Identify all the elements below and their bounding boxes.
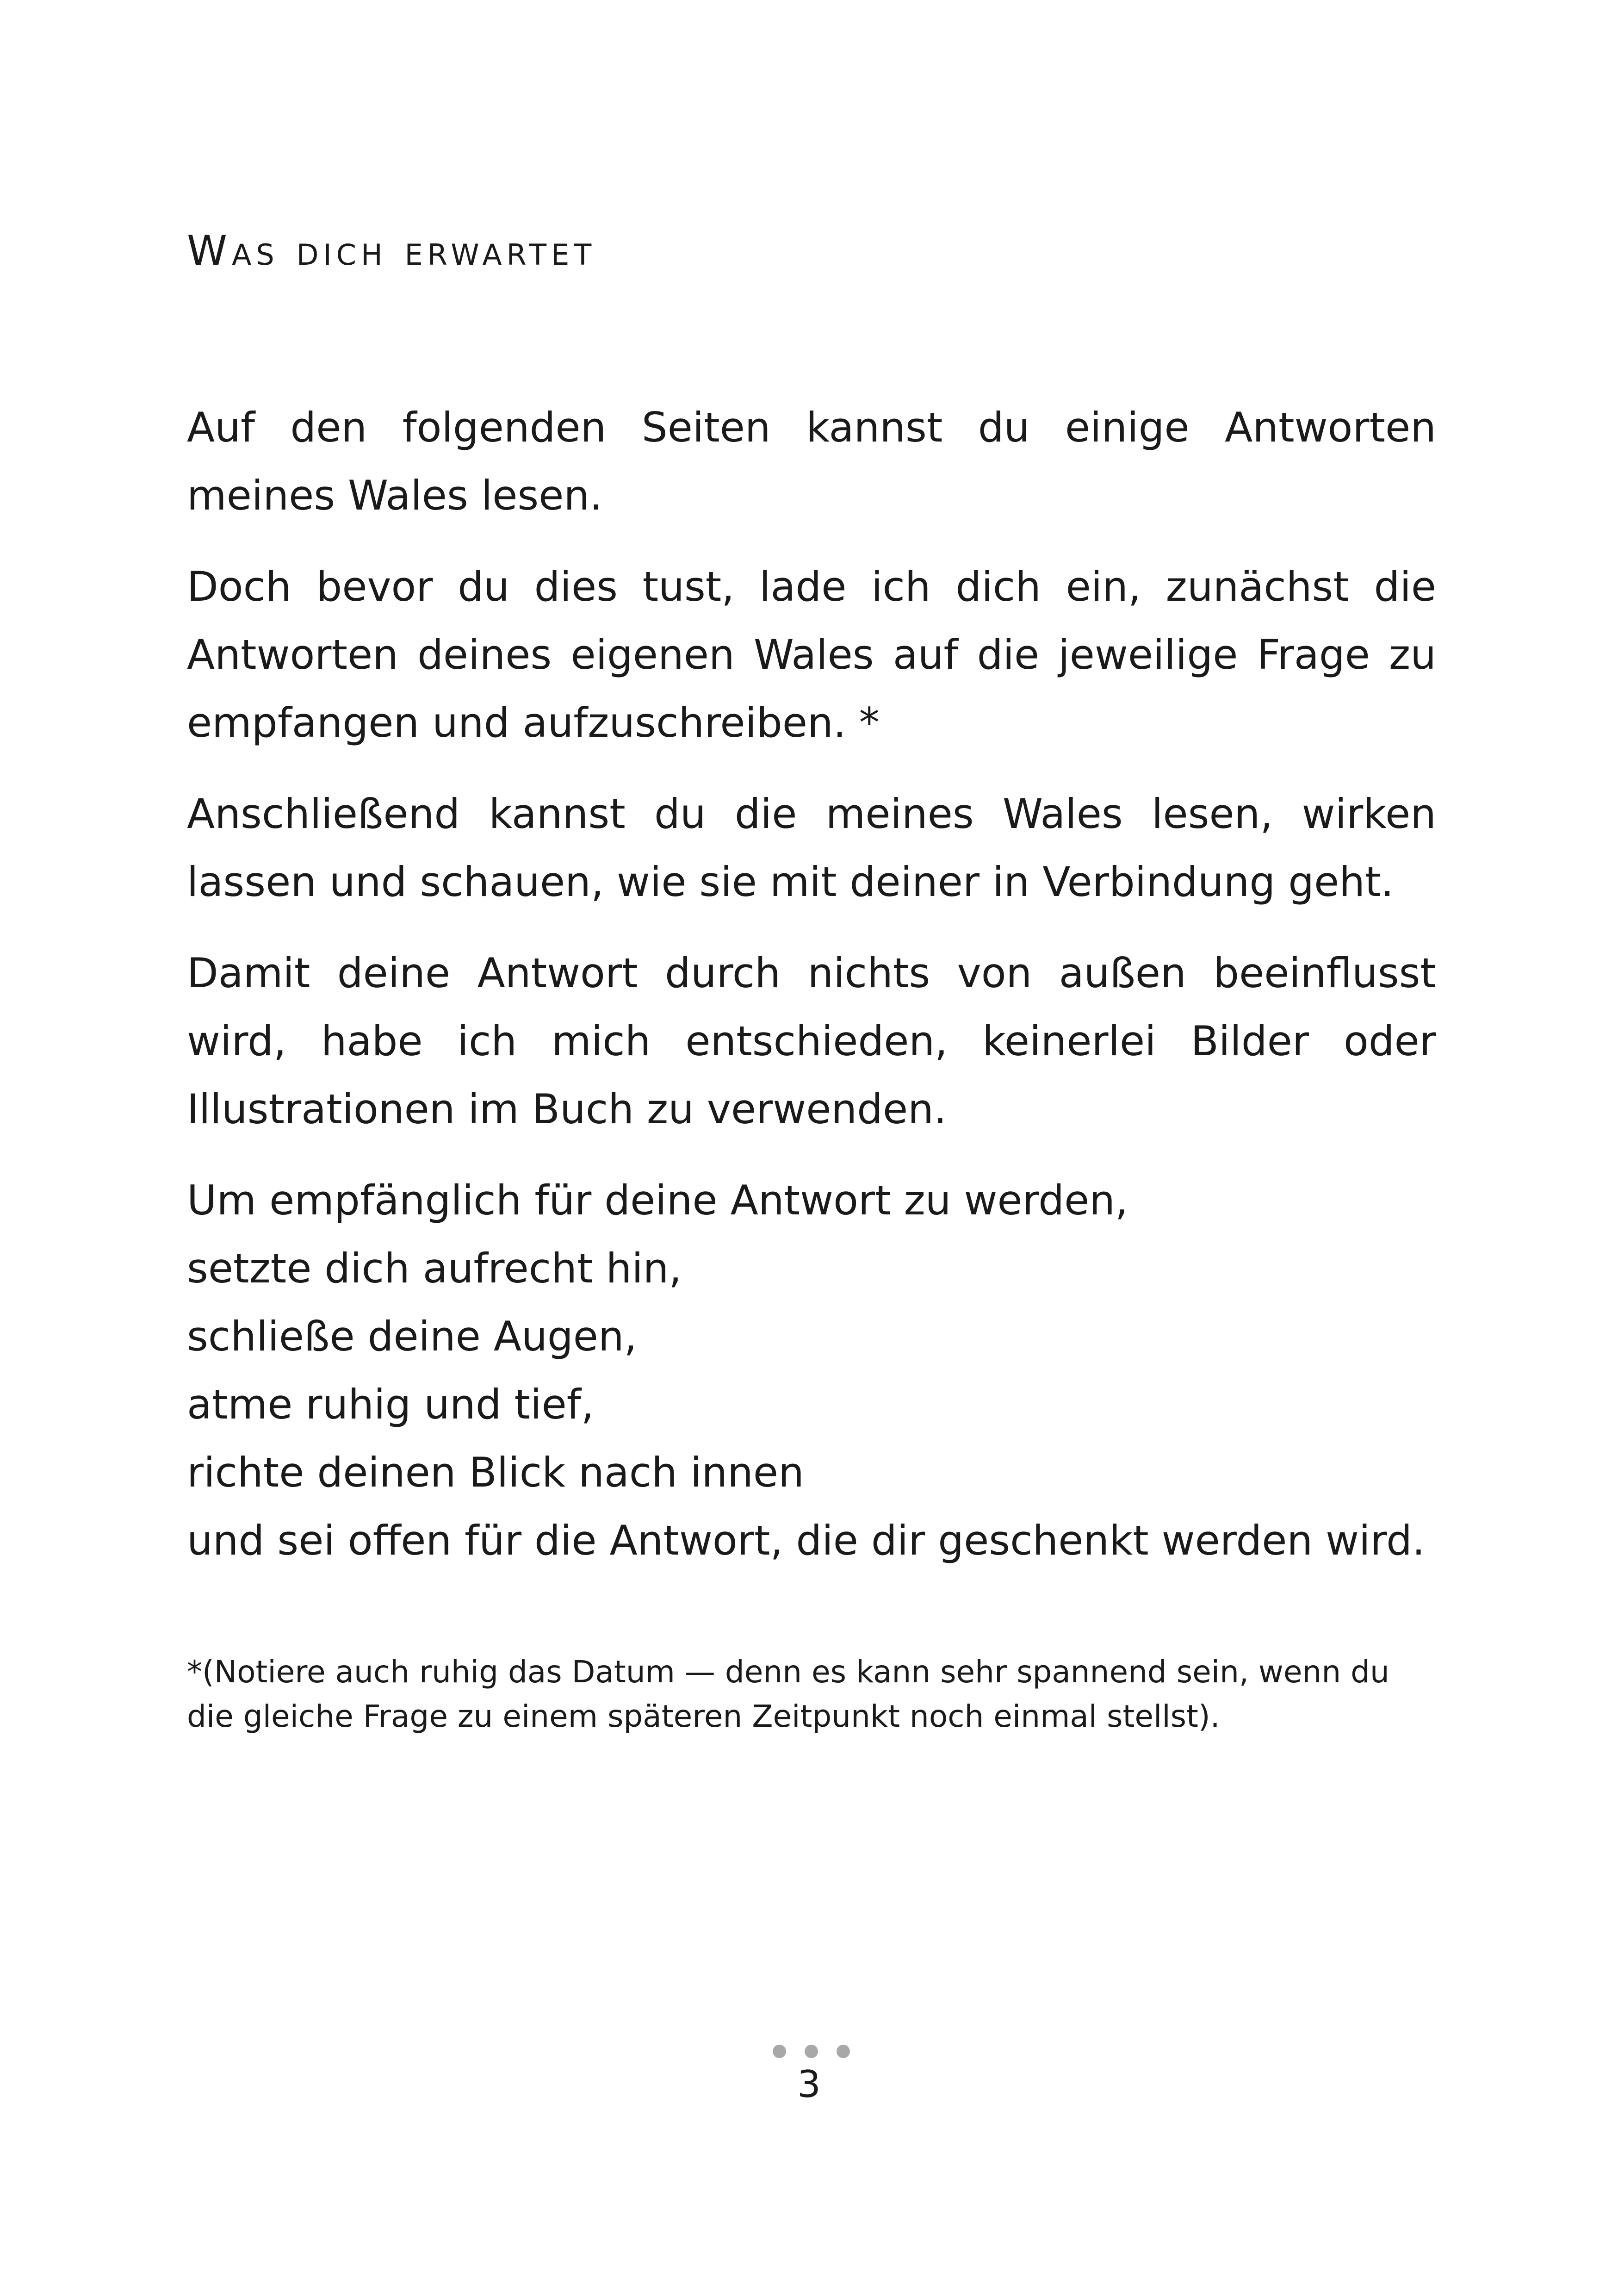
paragraph: Auf den folgenden Seiten kannst du einige Antworten meines Wales lesen. [187,404,1436,519]
poem-line: und sei offen für die Antwort, die dir geschenkt werden wird. [187,1517,1426,1564]
poem-line: atme ruhig und tief, [187,1381,594,1428]
chapter-heading: Was dich erwartet [187,227,596,274]
ornament-dot [805,2045,818,2058]
paragraph: Damit deine Antwort durch nichts von außen beeinflusst wird, habe ich mich entschieden, keinerlei Bilder oder Illustrationen im Buch zu verwenden. [187,949,1436,1133]
ornament-dot [837,2045,850,2058]
ornament-dots [5,2045,1618,2059]
paragraph: Anschließend kannst du die meines Wales lesen, wirken lassen und schauen, wie sie mit deiner in Verbindung geht. [187,790,1436,906]
poem-line: Um empfänglich für deine Antwort zu werden, [187,1176,1128,1224]
poem-line: setzte dich aufrecht hin, [187,1244,682,1292]
page-footer [0,2045,1618,2106]
poem-line: schließe deine Augen, [187,1313,637,1360]
body-text [187,393,1436,1598]
page-number: 3 [797,2063,821,2106]
instruction-poem [187,1166,1436,1574]
footnote: *(Notiere auch ruhig das Datum — denn es kann sehr spannend sein, wenn du die gleiche Frage zu einem späteren Zeitpunkt noch einmal stellst). [187,1654,1389,1734]
ornament-dot [773,2045,786,2058]
poem-line: richte deinen Blick nach innen [187,1449,804,1496]
paragraph: Doch bevor du dies tust, lade ich dich ein, zunächst die Antworten deines eigenen Wales auf die jeweilige Frage zu empfangen und aufzuschreiben. * [187,563,1436,747]
